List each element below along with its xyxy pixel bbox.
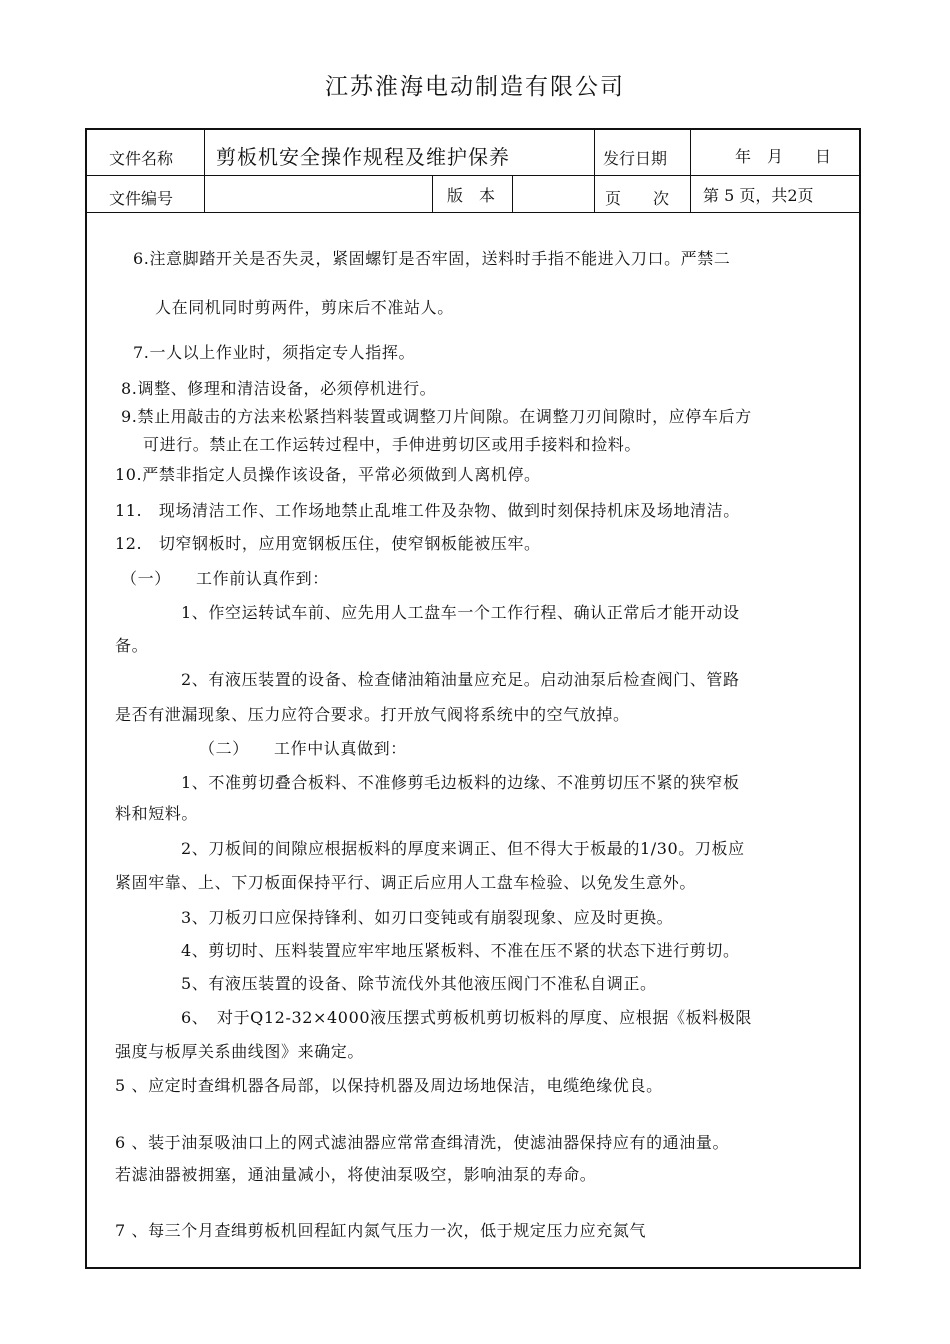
body-line: 强度与板厚关系曲线图》来确定。 bbox=[115, 1042, 365, 1061]
body-line: 6、 对于Q12-32×4000液压摆式剪板机剪切板料的厚度、应根据《板料极限 bbox=[181, 1008, 752, 1027]
body-line: 9.禁止用敲击的方法来松紧挡料装置或调整刀片间隙。在调整刀刃间隙时，应停车后方 bbox=[121, 407, 752, 426]
body-line: 紧固牢靠、上、下刀板面保持平行、调正后应用人工盘车检验、以免发生意外。 bbox=[115, 873, 697, 892]
body-line: 7 、每三个月查缉剪板机回程缸内氮气压力一次，低于规定压力应充氮气 bbox=[115, 1221, 647, 1240]
body-line: 6 、装于油泵吸油口上的网式滤油器应常常查缉清洗，使滤油器保持应有的通油量。 bbox=[115, 1133, 730, 1152]
body-line: 4、剪切时、压料装置应牢牢地压紧板料、不准在压不紧的状态下进行剪切。 bbox=[181, 941, 740, 960]
file-code-label: 文件编号 bbox=[109, 189, 174, 208]
header-col-divider-2 bbox=[594, 130, 595, 212]
body-line: 5 、应定时查缉机器各局部，以保持机器及周边场地保洁，电缆绝缘优良。 bbox=[115, 1076, 663, 1095]
body-line: 7.一人以上作业时，须指定专人指挥。 bbox=[133, 343, 416, 362]
file-name-value: 剪板机安全操作规程及维护保养 bbox=[216, 145, 510, 169]
document-frame bbox=[85, 128, 861, 1269]
issue-date-label: 发行日期 bbox=[603, 149, 668, 168]
company-name: 江苏淮海电动制造有限公司 bbox=[325, 74, 625, 100]
body-line: （一） 工作前认真作到： bbox=[121, 569, 329, 588]
body-line: 6.注意脚踏开关是否失灵，紧固螺钉是否牢固，送料时手指不能进入刀口。严禁二 bbox=[133, 249, 731, 268]
body-line: 2、刀板间的间隙应根据板料的厚度来调正、但不得大于板最的1/30。刀板应 bbox=[181, 839, 745, 858]
body-line: 1、不准剪切叠合板料、不准修剪毛边板料的边缘、不准剪切压不紧的狭窄板 bbox=[181, 773, 740, 792]
body-line: 8.调整、修理和清洁设备，必须停机进行。 bbox=[121, 379, 437, 398]
header-col-divider-4 bbox=[432, 175, 433, 212]
body-line: 料和短料。 bbox=[115, 804, 199, 823]
body-line: （二） 工作中认真做到： bbox=[199, 739, 407, 758]
body-line: 12. 切窄钢板时，应用宽钢板压住，使窄钢板能被压牢。 bbox=[115, 534, 541, 553]
body-line: 人在同机同时剪两件，剪床后不准站人。 bbox=[155, 298, 454, 317]
version-label: 版 本 bbox=[447, 186, 496, 205]
header-col-divider-3 bbox=[690, 130, 691, 212]
body-line: 2、有液压装置的设备、检查储油箱油量应充足。启动油泵后检查阀门、管路 bbox=[181, 670, 740, 689]
page-label: 页 次 bbox=[605, 189, 670, 208]
header-col-divider-5 bbox=[512, 175, 513, 212]
file-name-label: 文件名称 bbox=[109, 149, 174, 168]
page-value: 第 5 页，共2页 bbox=[703, 186, 814, 205]
body-line: 1、作空运转试车前、应先用人工盘车一个工作行程、确认正常后才能开动设 bbox=[181, 603, 740, 622]
body-line: 备。 bbox=[115, 636, 149, 655]
body-line: 5、有液压装置的设备、除节流伐外其他液压阀门不准私自调正。 bbox=[181, 974, 657, 993]
header-bottom-border bbox=[87, 212, 859, 213]
body-line: 若滤油器被拥塞，通油量减小，将使油泵吸空，影响油泵的寿命。 bbox=[115, 1165, 597, 1184]
body-line: 11. 现场清洁工作、工作场地禁止乱堆工件及杂物、做到时刻保持机床及场地清洁。 bbox=[115, 501, 740, 520]
body-line: 是否有泄漏现象、压力应符合要求。打开放气阀将系统中的空气放掉。 bbox=[115, 705, 630, 724]
body-line: 10.严禁非指定人员操作该设备，平常必须做到人离机停。 bbox=[115, 465, 541, 484]
body-line: 3、刀板刃口应保持锋利、如刃口变钝或有崩裂现象、应及时更换。 bbox=[181, 908, 674, 927]
header-col-divider-1 bbox=[204, 130, 205, 212]
issue-date-value: 年 月 日 bbox=[735, 147, 832, 166]
body-line: 可进行。禁止在工作运转过程中，手伸进剪切区或用手接料和捡料。 bbox=[143, 435, 642, 454]
header-row-divider bbox=[87, 175, 859, 176]
